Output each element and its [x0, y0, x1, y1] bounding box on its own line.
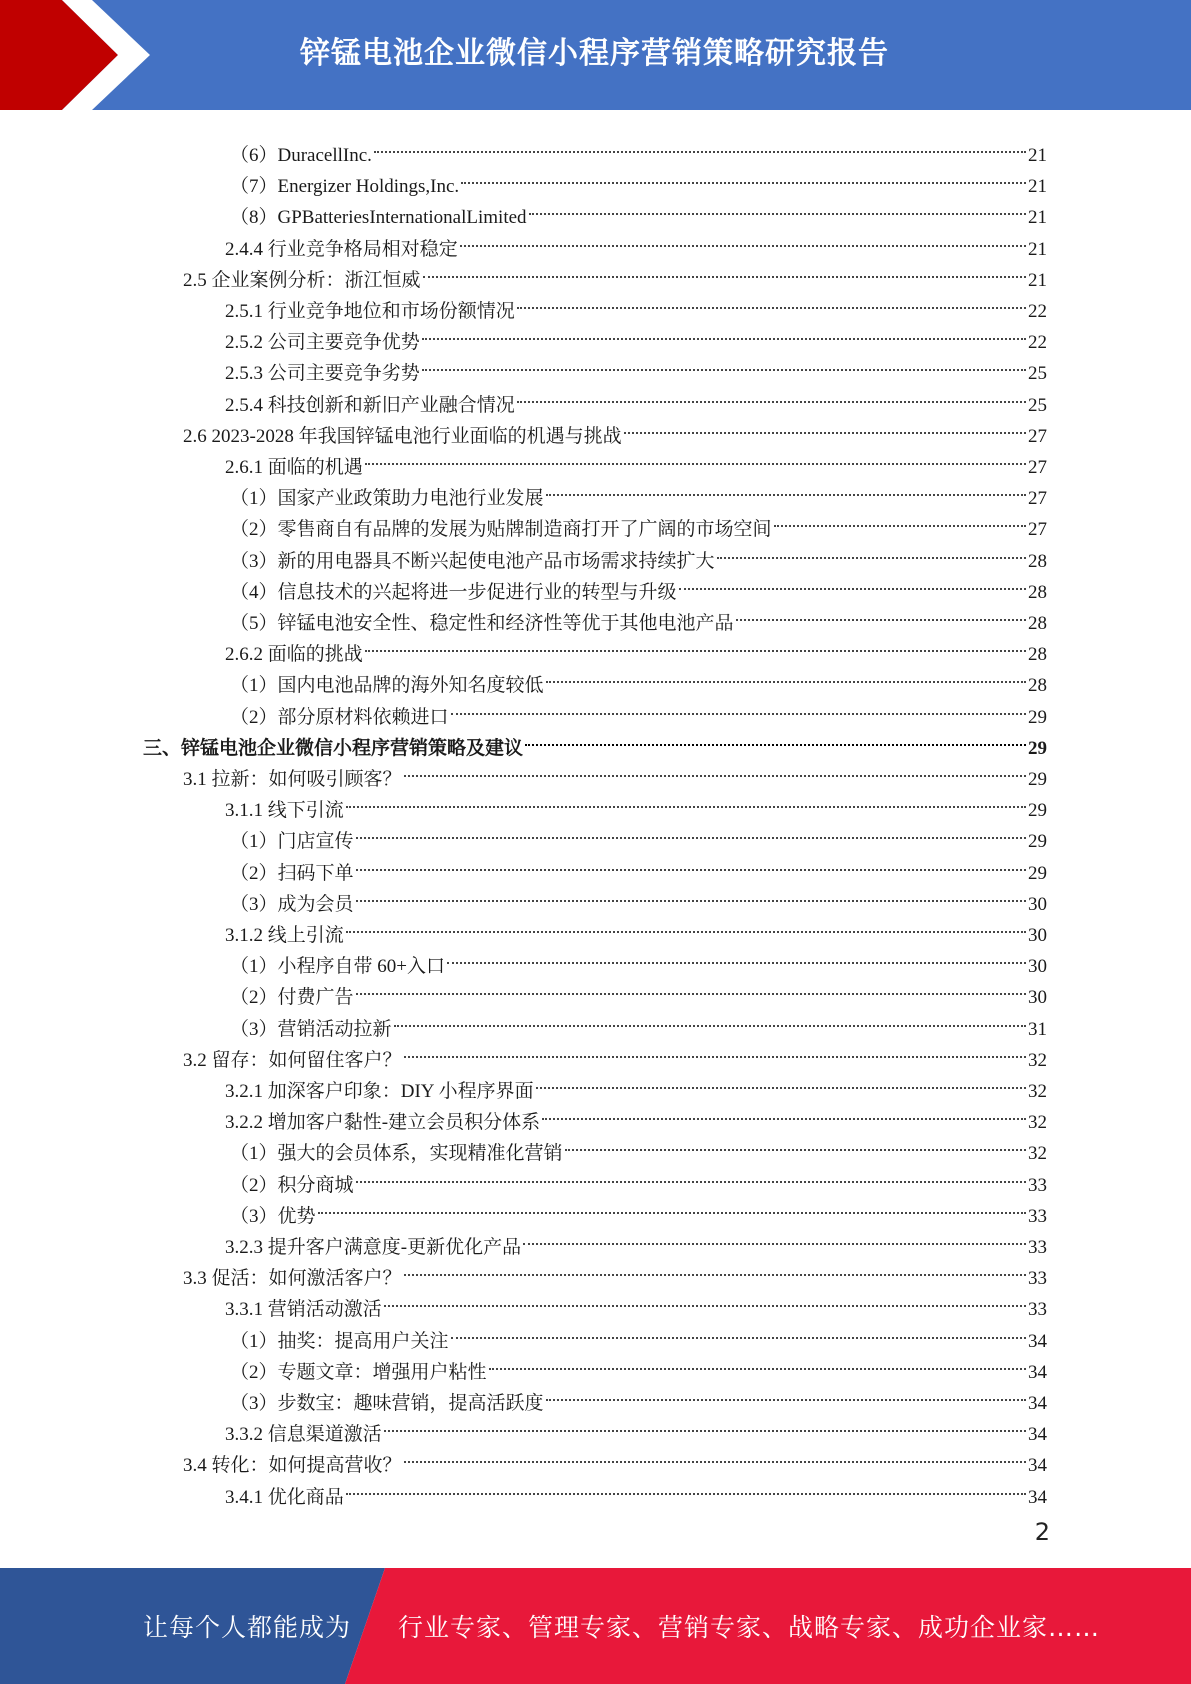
toc-entry-page: 33 [1028, 1237, 1047, 1258]
toc-leader-dots [346, 775, 1026, 808]
toc-entry-label: （3）营销活动拉新 [230, 1019, 392, 1040]
toc-leader-dots [356, 869, 1026, 902]
toc-entry-page: 29 [1028, 769, 1047, 790]
toc-entry-label: （6）DuracellInc. [230, 145, 372, 166]
toc-leader-dots [546, 1368, 1026, 1401]
toc-entry-page: 32 [1028, 1081, 1047, 1102]
toc-leader-dots [542, 1087, 1026, 1120]
toc-entry-label: （7）Energizer Holdings,Inc. [230, 176, 460, 197]
toc-entry-page: 32 [1028, 1143, 1047, 1164]
toc-entry-label: 3.1 拉新：如何吸引顾客？ [183, 769, 402, 790]
toc-leader-dots [394, 994, 1026, 1027]
toc-entry-page: 30 [1028, 925, 1047, 946]
toc-leader-dots [356, 962, 1026, 995]
toc-entry-label: 2.6 2023-2028 年我国锌锰电池行业面临的机遇与挑战 [183, 426, 622, 447]
toc-leader-dots [365, 619, 1026, 652]
toc-leader-dots [565, 1118, 1026, 1151]
toc-leader-dots [517, 276, 1026, 309]
toc-entry-label: （1）小程序自带 60+入口 [230, 956, 445, 977]
toc-entry-page: 27 [1028, 519, 1047, 540]
toc-entry-page: 25 [1028, 395, 1047, 416]
toc-entry-page: 34 [1028, 1424, 1047, 1445]
toc-entry-label: 2.5.4 科技创新和新旧产业融合情况 [225, 395, 515, 416]
toc-entry-label: 3.2.2 增加客户黏性-建立会员积分体系 [225, 1112, 541, 1133]
toc-entry-page: 27 [1028, 488, 1047, 509]
toc-leader-dots [679, 557, 1026, 590]
toc-entry-page: 29 [1028, 863, 1047, 884]
toc-entry-page: 29 [1028, 831, 1047, 852]
toc-entry-page: 33 [1028, 1268, 1047, 1289]
header-title: 锌锰电池企业微信小程序营销策略研究报告 [300, 36, 889, 71]
toc-leader-dots [365, 432, 1026, 465]
toc-leader-dots [546, 650, 1026, 683]
toc-leader-dots [546, 463, 1026, 496]
toc-entry-page: 29 [1028, 800, 1047, 821]
toc-entry-label: 3.1.2 线上引流 [225, 925, 344, 946]
toc-entry-label: 3.4.1 优化商品 [225, 1487, 344, 1508]
toc-entry-page: 34 [1028, 1455, 1047, 1476]
page-number: 2 [1034, 1518, 1050, 1546]
toc-leader-dots [318, 1181, 1026, 1214]
toc-entry-label: 三、锌锰电池企业微信小程序营销策略及建议 [143, 738, 524, 759]
toc-leader-dots [447, 931, 1026, 964]
toc-entry-label: （2）专题文章：增强用户粘性 [230, 1362, 487, 1383]
toc-entry-label: （2）零售商自有品牌的发展为贴牌制造商打开了广阔的市场空间 [230, 519, 772, 540]
toc-entry-label: （4）信息技术的兴起将进一步促进行业的转型与升级 [230, 582, 677, 603]
toc-entry-label: 3.3 促活：如何激活客户？ [183, 1268, 402, 1289]
page-header [0, 0, 1191, 110]
toc-entry-label: （2）积分商城 [230, 1175, 354, 1196]
page-footer [0, 1568, 1191, 1684]
toc-leader-dots [404, 744, 1026, 777]
toc-leader-dots [346, 900, 1026, 933]
toc-entry-label: （2）付费广告 [230, 987, 354, 1008]
toc-entry-label: 2.5.2 公司主要竞争优势 [225, 332, 420, 353]
toc-entry-page: 21 [1028, 207, 1047, 228]
toc-entry-page: 21 [1028, 145, 1047, 166]
toc-entry-page: 22 [1028, 301, 1047, 322]
toc-leader-dots [523, 1212, 1026, 1245]
toc-entry-label: 2.5.1 行业竞争地位和市场份额情况 [225, 301, 515, 322]
toc-leader-dots [384, 1274, 1026, 1307]
toc-entry-label: （3）新的用电器具不断兴起使电池产品市场需求持续扩大 [230, 551, 715, 572]
toc-leader-dots [489, 1337, 1026, 1370]
toc-leader-dots [356, 806, 1026, 839]
toc-leader-dots [525, 713, 1026, 746]
toc-entry-label: 3.2.3 提升客户满意度-更新优化产品 [225, 1237, 522, 1258]
toc-leader-dots [356, 838, 1026, 871]
toc-leader-dots [404, 1430, 1026, 1463]
toc-entry-label: 2.6.2 面临的挑战 [225, 644, 363, 665]
toc-leader-dots [774, 494, 1026, 527]
toc-entry-page: 30 [1028, 894, 1047, 915]
toc-entry-page: 33 [1028, 1206, 1047, 1227]
toc-entry-page: 21 [1028, 239, 1047, 260]
toc-entry-page: 28 [1028, 675, 1047, 696]
toc-entry-label: （1）国内电池品牌的海外知名度较低 [230, 675, 544, 696]
toc-entry-label: 2.5 企业案例分析：浙江恒威 [183, 270, 421, 291]
toc-entry-label: （1）国家产业政策助力电池行业发展 [230, 488, 544, 509]
toc-entry-page: 27 [1028, 426, 1047, 447]
footer-slogan-left: 让每个人都能成为 [143, 1613, 352, 1642]
toc-leader-dots [517, 370, 1026, 403]
toc-entry-label: （5）锌锰电池安全性、稳定性和经济性等优于其他电池产品 [230, 613, 734, 634]
toc-leader-dots [356, 1150, 1026, 1183]
toc-entry-label: 2.4.4 行业竞争格局相对稳定 [225, 239, 458, 260]
toc-entry-page: 25 [1028, 363, 1047, 384]
toc-entry-label: 3.3.1 营销活动激活 [225, 1299, 382, 1320]
toc-entry-page: 34 [1028, 1487, 1047, 1508]
toc-entry-page: 21 [1028, 176, 1047, 197]
toc-entry-label: （3）优势 [230, 1206, 316, 1227]
toc-entry-page: 32 [1028, 1050, 1047, 1071]
toc-entry[interactable] [225, 1470, 1047, 1508]
toc-leader-dots [423, 245, 1026, 278]
toc-leader-dots [736, 588, 1026, 621]
toc-entry-label: 3.2.1 加深客户印象：DIY 小程序界面 [225, 1081, 534, 1102]
toc-leader-dots [384, 1399, 1026, 1432]
toc-entry-page: 28 [1028, 582, 1047, 603]
toc-entry-label: 3.1.1 线下引流 [225, 800, 344, 821]
toc-entry-page: 33 [1028, 1299, 1047, 1320]
toc-entry-label: （2）扫码下单 [230, 863, 354, 884]
toc-leader-dots [460, 214, 1026, 247]
toc-entry-page: 30 [1028, 956, 1047, 977]
toc-entry-label: （3）成为会员 [230, 894, 354, 915]
toc-entry-label: （8）GPBatteriesInternationalLimited [230, 207, 527, 228]
toc-entry-page: 31 [1028, 1019, 1047, 1040]
toc-leader-dots [374, 120, 1026, 153]
toc-leader-dots [717, 526, 1026, 559]
toc-entry-page: 33 [1028, 1175, 1047, 1196]
toc-entry-page: 34 [1028, 1393, 1047, 1414]
toc-entry-page: 32 [1028, 1112, 1047, 1133]
toc-entry-page: 30 [1028, 987, 1047, 1008]
toc-leader-dots [422, 338, 1026, 371]
toc-entry-label: （1）门店宣传 [230, 831, 354, 852]
toc-leader-dots [624, 401, 1026, 434]
toc-entry-label: 3.3.2 信息渠道激活 [225, 1424, 382, 1445]
toc-entry-page: 28 [1028, 613, 1047, 634]
toc-leader-dots [461, 151, 1026, 184]
toc-entry-page: 21 [1028, 270, 1047, 291]
toc-leader-dots [404, 1243, 1026, 1276]
toc-entry-label: 3.4 转化：如何提高营收？ [183, 1455, 402, 1476]
toc-leader-dots [536, 1056, 1026, 1089]
toc-entry-page: 29 [1028, 738, 1047, 759]
toc-entry-label: （2）部分原材料依赖进口 [230, 707, 449, 728]
toc-entry-label: （3）步数宝：趣味营销，提高活跃度 [230, 1393, 544, 1414]
toc-entry-page: 28 [1028, 644, 1047, 665]
toc-leader-dots [422, 307, 1026, 340]
toc-entry-label: 2.6.1 面临的机遇 [225, 457, 363, 478]
toc-leader-dots [346, 1462, 1026, 1495]
toc-entry-page: 27 [1028, 457, 1047, 478]
toc-entry-label: （1）抽奖：提高用户关注 [230, 1331, 449, 1352]
toc-entry-page: 29 [1028, 707, 1047, 728]
toc-entry-page: 22 [1028, 332, 1047, 353]
toc-entry-page: 28 [1028, 551, 1047, 572]
toc-entry-page: 34 [1028, 1331, 1047, 1352]
toc-entry-label: 2.5.3 公司主要竞争劣势 [225, 363, 420, 384]
toc-entry-page: 34 [1028, 1362, 1047, 1383]
toc-leader-dots [451, 1306, 1026, 1339]
toc-entry-label: （1）强大的会员体系，实现精准化营销 [230, 1143, 563, 1164]
toc-leader-dots [404, 1025, 1026, 1058]
toc-entry-label: 3.2 留存：如何留住客户？ [183, 1050, 402, 1071]
footer-slogan-right: 行业专家、管理专家、营销专家、战略专家、成功企业家…… [398, 1613, 1101, 1642]
toc-leader-dots [451, 682, 1026, 715]
toc-leader-dots [529, 182, 1026, 215]
